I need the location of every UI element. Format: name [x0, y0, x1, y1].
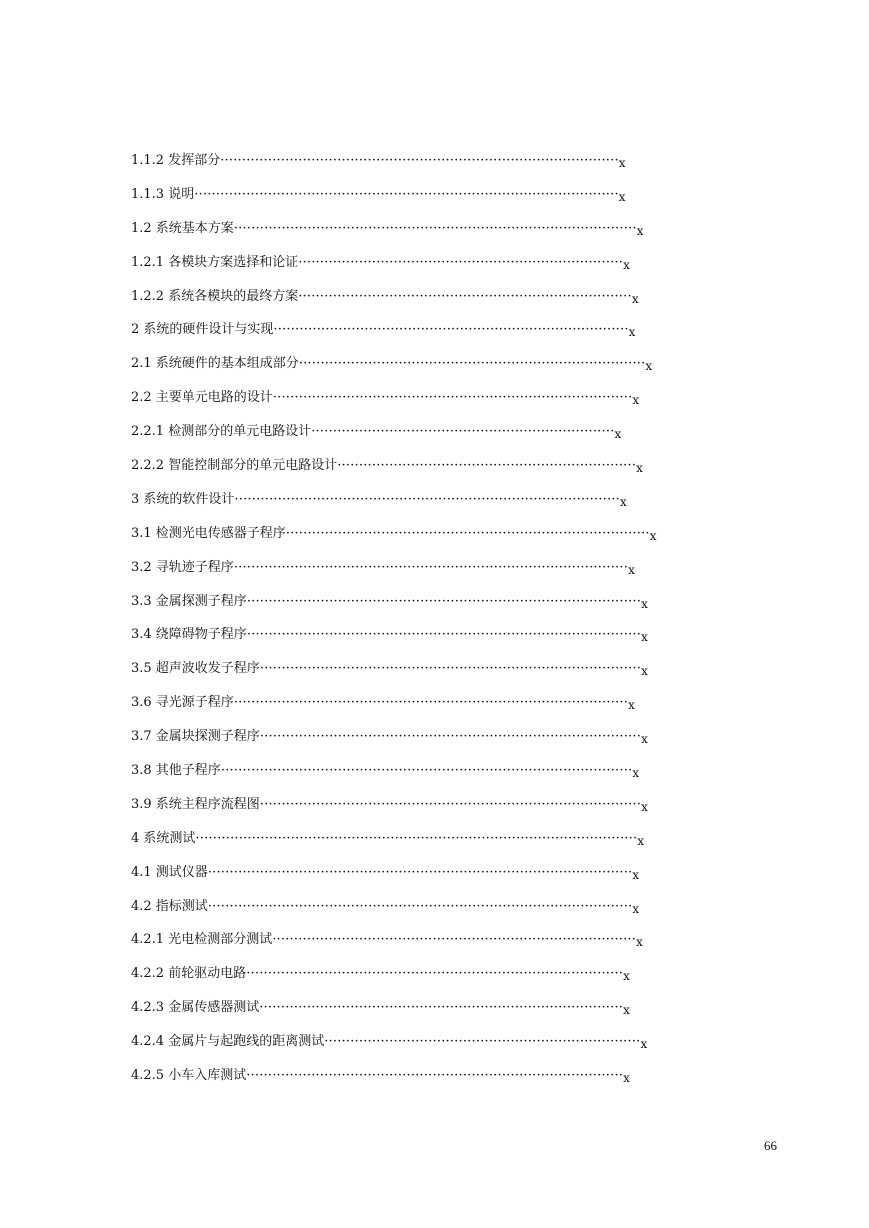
toc-entry[interactable]	[131, 862, 751, 896]
toc-dot-leader: ························································································	[259, 729, 642, 745]
toc-entry[interactable]	[131, 1065, 751, 1099]
toc-dot-leader: ···························································································	[233, 559, 629, 575]
toc-entry-title: 3.4 绕障碍物子程序	[131, 627, 247, 643]
toc-entry[interactable]	[131, 455, 751, 489]
toc-entry[interactable]	[131, 794, 751, 828]
toc-entry-page: x	[628, 325, 636, 340]
toc-dot-leader: ························································································	[259, 796, 642, 812]
toc-entry-page: x	[623, 1071, 630, 1086]
toc-entry-title: 1.1.2 发挥部分	[131, 153, 221, 168]
toc-entry-title: 3.6 寻光源子程序	[131, 695, 234, 711]
toc-entry-page: x	[636, 223, 644, 238]
toc-dot-leader: ····················································································	[272, 932, 637, 948]
toc-entry[interactable]	[131, 286, 751, 320]
toc-entry[interactable]	[131, 1031, 751, 1065]
toc-entry[interactable]	[131, 591, 751, 625]
toc-entry-title: 3.3 金属探测子程序	[131, 593, 247, 609]
toc-entry-title: 4 系统测试	[131, 830, 196, 846]
toc-entry-page: x	[640, 1037, 648, 1052]
toc-entry-title: 4.2.5 小车入库测试	[131, 1068, 247, 1084]
toc-entry-page: x	[623, 969, 630, 984]
toc-entry[interactable]	[131, 252, 751, 286]
toc-entry[interactable]	[131, 929, 751, 963]
toc-entry-title: 4.1 测试仪器	[131, 864, 208, 880]
toc-dot-leader: ·························································································	[234, 491, 620, 507]
toc-entry-page: x	[636, 461, 643, 476]
toc-entry-title: 4.2.2 前轮驱动电路	[131, 966, 247, 982]
toc-entry[interactable]	[131, 726, 751, 760]
toc-entry-page: x	[641, 732, 648, 747]
toc-entry[interactable]	[131, 760, 751, 794]
toc-entry[interactable]	[131, 624, 751, 658]
toc-entry-title: 1.2.1 各模块方案选择和论证	[131, 254, 299, 270]
toc-entry-title: 3.9 系统主程序流程图	[131, 796, 260, 812]
toc-dot-leader: ···········································································	[298, 254, 624, 270]
toc-entry[interactable]	[131, 557, 751, 591]
toc-dot-leader: ····················································································	[285, 525, 650, 541]
toc-entry-page: x	[623, 1003, 630, 1018]
toc-dot-leader: ················································································	[298, 356, 646, 372]
toc-entry-title: 2 系统的硬件设计与实现	[131, 322, 274, 338]
toc-entry-page: x	[619, 494, 627, 509]
toc-entry-page: x	[632, 867, 640, 882]
toc-entry-page: x	[636, 935, 643, 950]
toc-entry[interactable]	[131, 963, 751, 997]
toc-entry[interactable]	[131, 997, 751, 1031]
toc-entry[interactable]	[131, 896, 751, 930]
toc-dot-leader: ··································································································	[194, 186, 619, 202]
toc-dot-leader: ·····································································	[337, 458, 637, 474]
toc-entry-title: 3.8 其他子程序	[131, 763, 221, 779]
toc-dot-leader: ··································································································	[207, 864, 633, 880]
toc-dot-leader: ····························································································	[220, 153, 619, 168]
page-number: 66	[764, 1138, 777, 1153]
toc-entry-title: 2.1 系统硬件的基本组成部分	[131, 356, 299, 372]
toc-entry[interactable]	[131, 692, 751, 726]
toc-entry[interactable]	[131, 523, 751, 557]
toc-dot-leader: ··················································································	[273, 322, 629, 338]
toc-entry-title: 1.2.2 系统各模块的最终方案	[131, 288, 299, 304]
toc-entry-page: x	[641, 799, 648, 814]
toc-dot-leader: ······································································	[311, 424, 615, 440]
toc-entry[interactable]	[131, 658, 751, 692]
toc-dot-leader: ···························································································	[246, 627, 642, 643]
toc-entry-page: x	[618, 189, 626, 204]
toc-entry-page: x	[628, 562, 635, 577]
toc-entry-page: x	[637, 833, 645, 848]
toc-dot-leader: ·······················································································	[246, 966, 624, 982]
toc-entry-page: x	[623, 257, 630, 272]
toc-dot-leader: ························································································	[259, 661, 642, 677]
toc-entry[interactable]	[131, 319, 751, 353]
toc-entry-page: x	[641, 596, 648, 611]
toc-entry[interactable]	[131, 387, 751, 421]
toc-dot-leader: ···················································································	[272, 390, 633, 406]
toc-entry-title: 3.2 寻轨迹子程序	[131, 559, 234, 575]
toc-entry-page: x	[649, 528, 657, 543]
toc-entry-title: 2.2 主要单元电路的设计	[131, 390, 273, 406]
toc-dot-leader: ·············································································	[298, 288, 632, 304]
toc-dot-leader: ·····························································································	[233, 220, 637, 236]
toc-entry-title: 1.1.3 说明	[131, 186, 195, 202]
toc-entry[interactable]	[131, 184, 751, 218]
toc-dot-leader: ·······························································································	[220, 763, 633, 779]
toc-dot-leader: ···························································································	[233, 695, 629, 711]
toc-dot-leader: ··································································································	[207, 898, 633, 914]
toc-entry-page: x	[641, 664, 648, 679]
toc-entry-title: 4.2.3 金属传感器测试	[131, 1000, 260, 1016]
toc-entry[interactable]	[131, 828, 751, 862]
toc-entry-page: x	[632, 901, 640, 916]
table-of-contents	[131, 150, 751, 1099]
toc-entry-page: x	[614, 427, 622, 442]
toc-entry-title: 3 系统的软件设计	[131, 491, 235, 507]
toc-entry-title: 3.5 超声波收发子程序	[131, 661, 260, 677]
toc-entry-page: x	[641, 630, 648, 645]
toc-entry-title: 1.2 系统基本方案	[131, 220, 234, 236]
toc-entry-title: 2.2.2 智能控制部分的单元电路设计	[131, 458, 338, 474]
toc-entry-title: 3.7 金属块探测子程序	[131, 729, 260, 745]
toc-entry[interactable]	[131, 489, 751, 523]
toc-dot-leader: ···························································································	[246, 593, 642, 609]
toc-entry[interactable]	[131, 353, 751, 387]
toc-dot-leader: ····················································································	[259, 1000, 624, 1016]
toc-entry-title: 4.2 指标测试	[131, 898, 208, 914]
toc-entry-title: 2.2.1 检测部分的单元电路设计	[131, 424, 312, 440]
toc-entry-page: x	[632, 766, 640, 781]
toc-entry[interactable]	[131, 421, 751, 455]
toc-dot-leader: ······································································································	[195, 830, 638, 846]
toc-entry[interactable]	[131, 150, 751, 184]
toc-entry-page: x	[628, 698, 635, 713]
toc-entry-page: x	[631, 291, 639, 306]
toc-entry-page: x	[645, 359, 653, 374]
toc-dot-leader: ·········································································	[324, 1034, 641, 1050]
toc-dot-leader: ·······················································································	[246, 1068, 624, 1084]
toc-entry[interactable]	[131, 218, 751, 252]
toc-entry-title: 4.2.1 光电检测部分测试	[131, 932, 273, 948]
toc-entry-title: 4.2.4 金属片与起跑线的距离测试	[131, 1034, 325, 1050]
toc-entry-title: 3.1 检测光电传感器子程序	[131, 525, 286, 541]
toc-entry-page: x	[632, 393, 640, 408]
toc-entry-page: x	[618, 156, 626, 170]
